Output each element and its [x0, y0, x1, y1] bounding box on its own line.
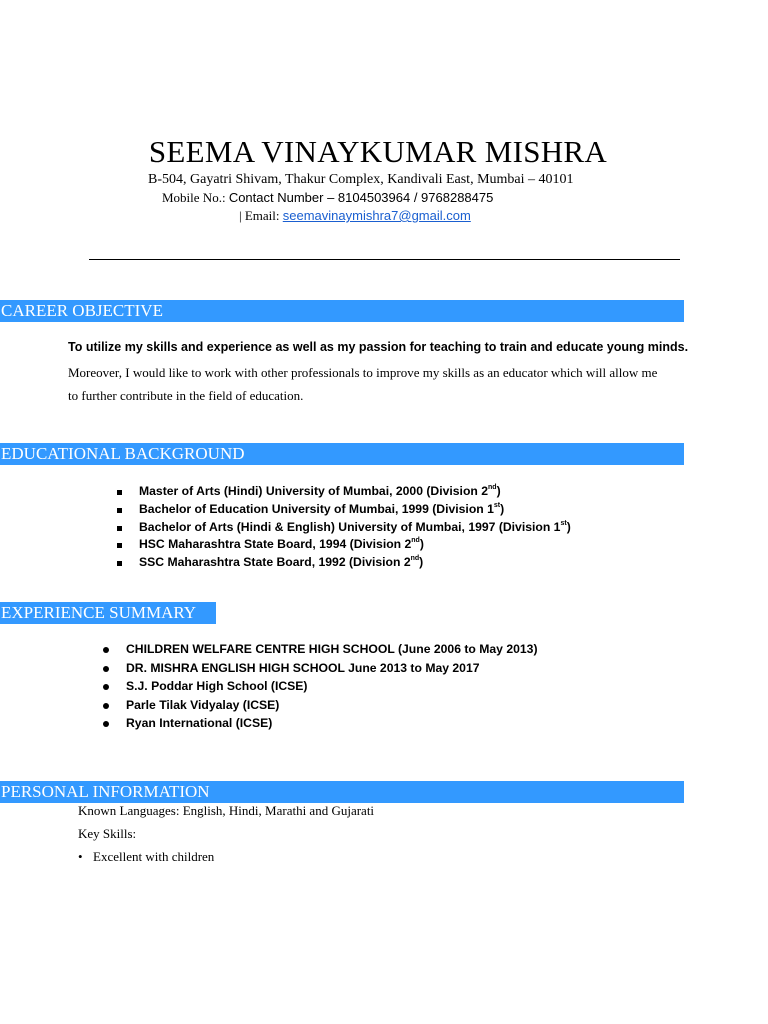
- round-bullet-icon: [103, 666, 109, 672]
- round-bullet-icon: [103, 703, 109, 709]
- round-bullet-icon: [103, 684, 109, 690]
- mobile-label: Mobile No.:: [162, 190, 226, 205]
- skill-item: • Excellent with children: [78, 849, 215, 864]
- email-label: | Email:: [239, 208, 280, 223]
- square-bullet-icon: [117, 490, 122, 495]
- round-bullet-icon: [103, 721, 109, 727]
- experience-item: Ryan International (ICSE): [102, 716, 538, 735]
- key-skills-label: Key Skills:: [78, 826, 137, 841]
- education-item: Bachelor of Arts (Hindi & English) University of Mumbai, 1997 (Division 1st): [117, 520, 571, 538]
- section-personal-information: PERSONAL INFORMATION: [0, 781, 684, 803]
- square-bullet-icon: [117, 561, 122, 566]
- experience-list: [102, 642, 538, 735]
- objective-line-3: to further contribute in the field of education.: [68, 388, 304, 403]
- square-bullet-icon: [117, 526, 122, 531]
- experience-item: CHILDREN WELFARE CENTRE HIGH SCHOOL (June 2006 to May 2013): [102, 642, 538, 661]
- square-bullet-icon: [117, 543, 122, 548]
- email-line: [239, 208, 471, 224]
- education-item: SSC Maharashtra State Board, 1992 (Division 2nd): [117, 555, 571, 573]
- education-item: HSC Maharashtra State Board, 1994 (Division 2nd): [117, 537, 571, 555]
- square-bullet-icon: [117, 508, 122, 513]
- candidate-name: SEEMA VINAYKUMAR MISHRA: [148, 134, 608, 169]
- section-career-objective: CAREER OBJECTIVE: [0, 300, 684, 322]
- experience-item: S.J. Poddar High School (ICSE): [102, 679, 538, 698]
- bullet-icon: •: [78, 849, 83, 864]
- round-bullet-icon: [103, 647, 109, 653]
- education-list: [117, 484, 571, 573]
- objective-line-2: Moreover, I would like to work with other professionals to improve my skills as an educator which will allow me: [68, 365, 658, 380]
- experience-item: DR. MISHRA ENGLISH HIGH SCHOOL June 2013 to May 2017: [102, 661, 538, 680]
- experience-item: Parle Tilak Vidyalay (ICSE): [102, 698, 538, 717]
- objective-line-1: To utilize my skills and experience as well as my passion for teaching to train and educate young minds.: [68, 340, 689, 354]
- address-line: B-504, Gayatri Shivam, Thakur Complex, Kandivali East, Mumbai – 40101: [148, 172, 574, 187]
- education-item: Bachelor of Education University of Mumbai, 1999 (Division 1st): [117, 502, 571, 520]
- education-item: Master of Arts (Hindi) University of Mumbai, 2000 (Division 2nd): [117, 484, 571, 502]
- section-experience-summary: EXPERIENCE SUMMARY: [0, 602, 216, 624]
- mobile-value: Contact Number – 8104503964 / 9768288475: [228, 190, 494, 205]
- header-divider: [89, 259, 680, 260]
- email-link[interactable]: seemavinaymishra7@gmail.com: [282, 208, 471, 223]
- known-languages: Known Languages: English, Hindi, Marathi and Gujarati: [78, 803, 375, 818]
- section-educational-background: EDUCATIONAL BACKGROUND: [0, 443, 684, 465]
- mobile-line: [162, 190, 493, 206]
